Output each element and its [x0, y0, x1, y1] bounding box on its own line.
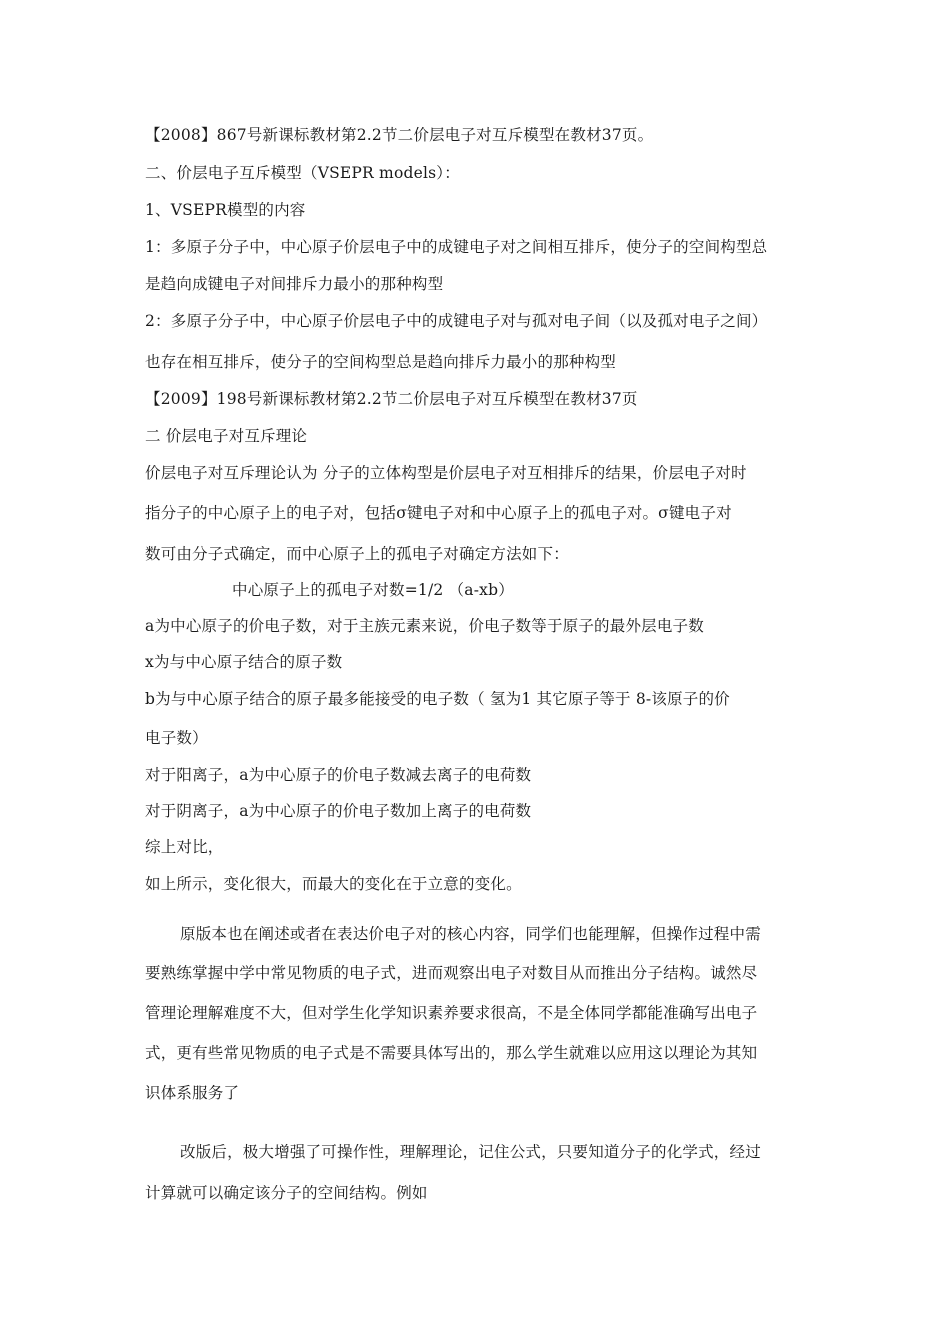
- comparison-summary: 如上所示，变化很大，而最大的变化在于立意的变化。: [145, 875, 522, 893]
- revision-paragraph-line-2: 计算就可以确定该分子的空间结构。例如: [145, 1184, 428, 1202]
- cation-rule: 对于阳离子，a为中心原子的价电子数减去离子的电荷数: [145, 766, 532, 784]
- analysis-paragraph-line-5: 识体系服务了: [145, 1084, 240, 1102]
- rule-2-line-1: 2：多原子分子中，中心原子价层电子中的成键电子对与孤对电子间（以及孤对电子之间）: [145, 312, 768, 330]
- definition-a: a为中心原子的价电子数，对于主族元素来说，价电子数等于原子的最外层电子数: [145, 617, 704, 635]
- header-2009: 【2009】198号新课标教材第2.2节二价层电子对互斥模型在教材37页: [145, 390, 638, 408]
- section-heading-vsepr: 二、价层电子互斥模型（VSEPR models）：: [145, 164, 460, 182]
- formula: 中心原子上的孤电子对数=1/2 （a-xb）: [232, 581, 514, 599]
- revision-paragraph-line-1: 改版后，极大增强了可操作性，理解理论，记住公式，只要知道分子的化学式，经过: [180, 1143, 761, 1161]
- rule-2-line-2: 也存在相互排斥，使分子的空间构型总是趋向排斥力最小的那种构型: [145, 353, 617, 371]
- header-2008: 【2008】867号新课标教材第2.2节二价层电子对互斥模型在教材37页。: [145, 126, 654, 144]
- subsection-heading: 1、VSEPR模型的内容: [145, 201, 306, 219]
- analysis-paragraph-line-4: 式，更有些常见物质的电子式是不需要具体写出的，那么学生就难以应用这以理论为其知: [145, 1044, 758, 1062]
- section-heading-theory: 二 价层电子对互斥理论: [145, 427, 308, 445]
- comparison-intro: 综上对比，: [145, 838, 224, 856]
- analysis-paragraph-line-3: 管理论理解难度不大，但对学生化学知识素养要求很高，不是全体同学都能准确写出电子: [145, 1004, 758, 1022]
- rule-1-line-1: 1：多原子分子中，中心原子价层电子中的成键电子对之间相互排斥，使分子的空间构型总: [145, 238, 768, 256]
- analysis-paragraph-line-1: 原版本也在阐述或者在表达价电子对的核心内容，同学们也能理解，但操作过程中需: [180, 925, 761, 943]
- definition-b-line-1: b为与中心原子结合的原子最多能接受的电子数（ 氢为1 其它原子等于 8-该原子的价: [145, 690, 730, 708]
- analysis-paragraph-line-2: 要熟练掌握中学中常见物质的电子式，进而观察出电子对数目从而推出分子结构。诚然尽: [145, 964, 758, 982]
- definition-b-line-2: 电子数）: [145, 729, 208, 747]
- theory-paragraph-line-2: 指分子的中心原子上的电子对，包括σ键电子对和中心原子上的孤电子对。σ键电子对: [145, 504, 732, 522]
- anion-rule: 对于阴离子，a为中心原子的价电子数加上离子的电荷数: [145, 802, 532, 820]
- rule-1-line-2: 是趋向成键电子对间排斥力最小的那种构型: [145, 275, 444, 293]
- theory-paragraph-line-1: 价层电子对互斥理论认为 分子的立体构型是价层电子对互相排斥的结果，价层电子对时: [145, 464, 747, 482]
- definition-x: x为与中心原子结合的原子数: [145, 653, 343, 671]
- theory-paragraph-line-3: 数可由分子式确定，而中心原子上的孤电子对确定方法如下：: [145, 545, 569, 563]
